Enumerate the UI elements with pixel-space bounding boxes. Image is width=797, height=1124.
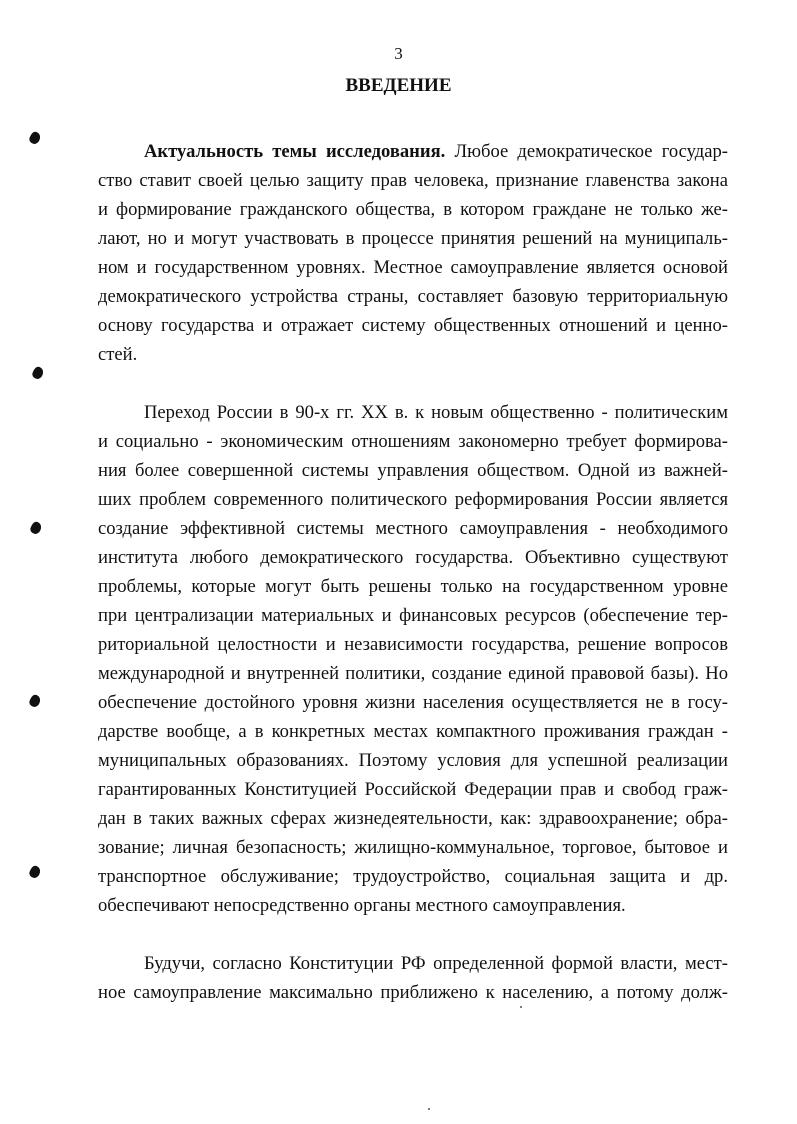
- text-line: демократического устройства страны, составляет базовую территориальную: [98, 286, 728, 307]
- text-line: международной и внутренней политики, создание единой правовой базы). Но: [98, 663, 728, 684]
- text-line: Будучи, согласно Конституции РФ определенной формой власти, мест-: [144, 953, 728, 974]
- text-line: стей.: [98, 344, 138, 365]
- text-line: при централизации материальных и финансовых ресурсов (обеспечение тер-: [98, 605, 728, 626]
- text-line: муниципальных образованиях. Поэтому условия для успешной реализации: [98, 750, 728, 771]
- text-line: создание эффективной системы местного самоуправления - необходимого: [98, 518, 728, 539]
- text-line: института любого демократического государства. Объективно существуют: [98, 547, 728, 568]
- text-line: обеспечивают непосредственно органы местного самоуправления.: [98, 895, 626, 916]
- text-line: ном и государственном уровнях. Местное самоуправление является основой: [98, 257, 728, 278]
- page-number: 3: [394, 44, 403, 63]
- binder-hole-mark: [31, 365, 46, 380]
- text-line: Переход России в 90-х гг. XX в. к новым общественно - политическим: [144, 402, 728, 423]
- text-line: дарстве вообще, а в конкретных местах компактного проживания граждан -: [98, 721, 728, 742]
- page-heading: ВВЕДЕНИЕ: [345, 75, 452, 96]
- text-line: ное самоуправление максимально приближено к населению, а потому долж-: [98, 982, 728, 1003]
- text-line: и социально - экономическим отношениям закономерно требует формирова-: [98, 431, 728, 452]
- text-line: [144, 137, 728, 166]
- binder-hole-mark: [28, 864, 43, 879]
- binder-hole-mark: [28, 693, 43, 708]
- text-line: основу государства и отражает систему общественных отношений и ценно-: [98, 315, 728, 336]
- text-line: транспортное обслуживание; трудоустройство, социальная защита и др.: [98, 866, 728, 887]
- scan-speck: [520, 1006, 522, 1008]
- binder-hole-mark: [29, 520, 44, 535]
- scan-speck: [428, 1108, 430, 1110]
- text-line: риториальной целостности и независимости государства, решение вопросов: [98, 634, 728, 655]
- text-line: проблемы, которые могут быть решены только на государственном уровне: [98, 576, 728, 597]
- text-line: лают, но и могут участвовать в процессе принятия решений на муниципаль-: [98, 228, 728, 249]
- text-line: и формирование гражданского общества, в котором граждане не только же-: [98, 199, 728, 220]
- text-line: ших проблем современного политического реформирования России является: [98, 489, 728, 510]
- text-line: дан в таких важных сферах жизнедеятельности, как: здравоохранение; обра-: [98, 808, 728, 829]
- binder-hole-mark: [28, 130, 43, 145]
- text-line: ния более совершенной системы управления обществом. Одной из важней-: [98, 460, 728, 481]
- text-line: обеспечение достойного уровня жизни населения осуществляется не в госу-: [98, 692, 728, 713]
- text-line: гарантированных Конституцией Российской Федерации прав и свобод граж-: [98, 779, 728, 800]
- text-span: Любое демократическое государ-: [445, 141, 728, 162]
- text-line: ство ставит своей целью защиту прав человека, признание главенства закона: [98, 170, 728, 191]
- section-lead: Актуальность темы исследования.: [144, 141, 446, 162]
- text-line: зование; личная безопасность; жилищно-коммунальное, торговое, бытовое и: [98, 837, 728, 858]
